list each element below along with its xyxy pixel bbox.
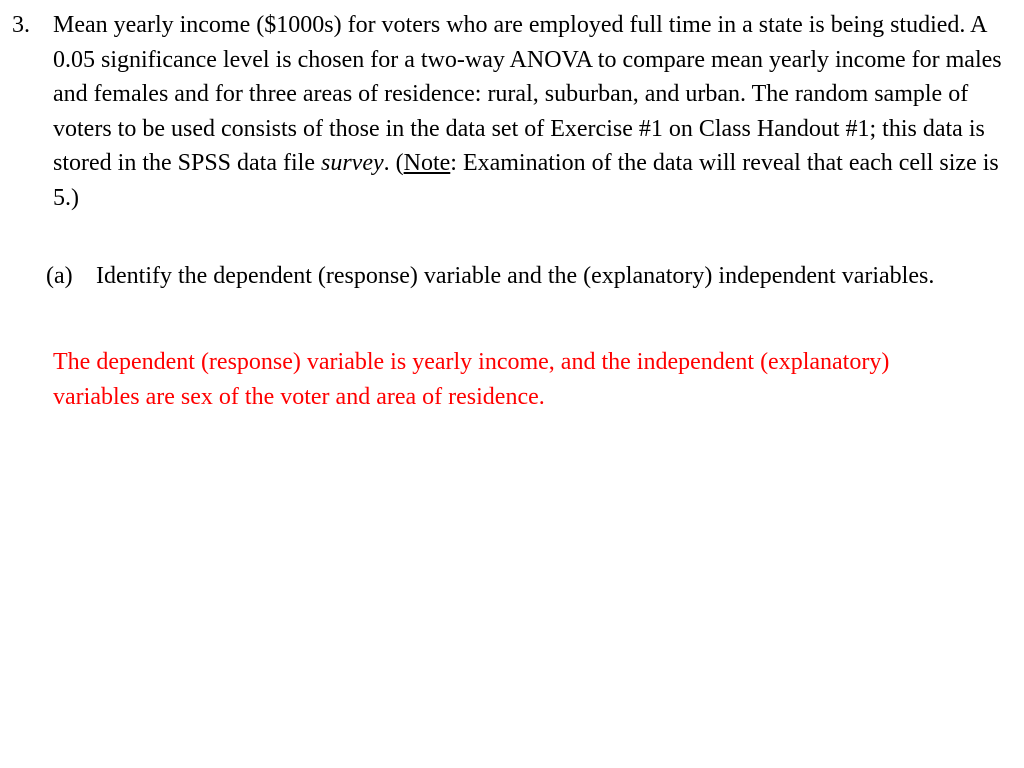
part-a-answer: The dependent (response) variable is yearly income, and the independent (explanatory) variables are sex of the voter and area of residence. (53, 349, 890, 410)
part-a-question: Identify the dependent (response) variable and the (explanatory) independent variables. (96, 263, 935, 289)
part-a-label: (a) (46, 263, 73, 289)
dataset-name: survey (320, 150, 384, 176)
note-label: Note (403, 150, 451, 176)
problem-text-main: Mean yearly income ($1000s) for voters who are employed full time in a state is being studied. A 0.05 significance level is chosen for a two-way ANOVA to compare mean yearly income for males and females and for three areas of residence: rural, suburban, and urban. The random sample of voters to be used consists of those in the data set of Exercise #1 on Class Handout #1; this data is stored in the SPSS data file (53, 12, 1002, 176)
note-text: : Examination of the data will reveal that each cell size is 5.) (53, 150, 999, 211)
problem-statement (53, 8, 1003, 215)
problem-text-after-dataset: . ( (383, 150, 404, 176)
problem-number: 3. (12, 12, 30, 38)
